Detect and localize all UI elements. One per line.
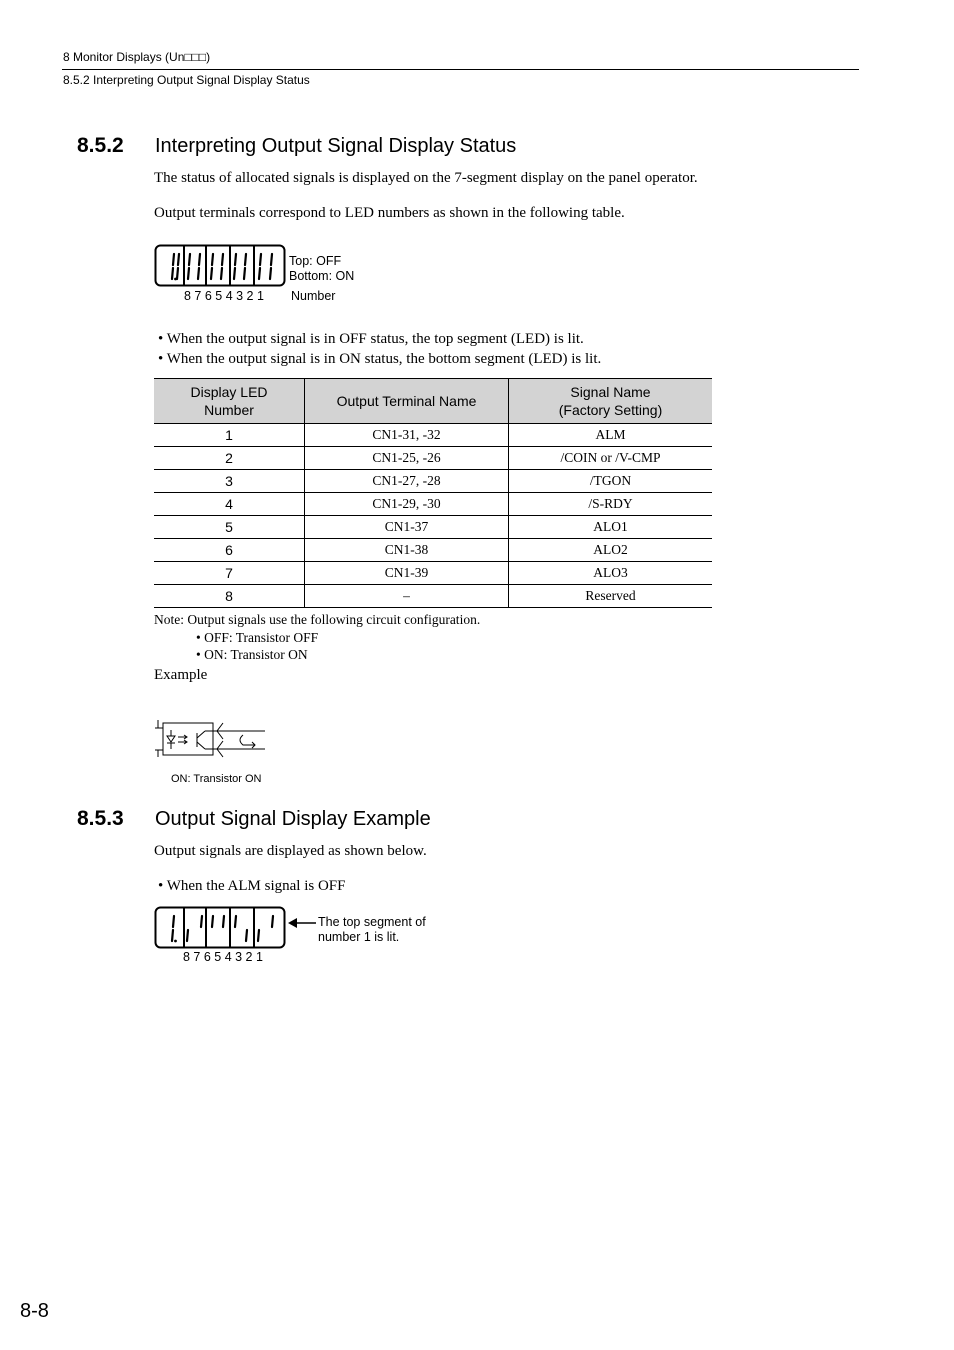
callout-text: The top segment of	[318, 915, 426, 929]
page-number: 8-8	[20, 1300, 49, 1322]
column-header-signal-name: Signal Name (Factory Setting)	[509, 379, 713, 424]
led-display-example-figure	[154, 906, 286, 950]
section-number: 8.5.3	[77, 807, 124, 830]
running-header-chapter: 8 Monitor Displays (Un□□□)	[63, 50, 211, 64]
running-header-section: 8.5.2 Interpreting Output Signal Display Status	[63, 73, 310, 87]
table-row: 5 CN1-37 ALO1	[154, 516, 712, 539]
section-title: Interpreting Output Signal Display Status	[155, 135, 517, 157]
table-row: 1 CN1-31, -32 ALM	[154, 424, 712, 447]
table-row: 4 CN1-29, -30 /S-RDY	[154, 493, 712, 516]
table-row: 7 CN1-39 ALO3	[154, 562, 712, 585]
paragraph: Output terminals correspond to LED numbers as shown in the following table.	[154, 205, 625, 221]
table-row: 8 – Reserved	[154, 585, 712, 608]
arrow-left-icon	[288, 916, 318, 930]
led-label-top: Top: OFF	[289, 254, 342, 268]
circuit-caption: ON: Transistor ON	[171, 773, 262, 785]
header-rule	[62, 69, 859, 70]
bullet-item: • When the ALM signal is OFF	[158, 878, 346, 894]
note-line: • ON: Transistor ON	[196, 647, 308, 662]
bullet-item: • When the output signal is in OFF status, the top segment (LED) is lit.	[158, 331, 584, 347]
led-display-figure	[154, 244, 286, 288]
section-heading-852	[77, 134, 516, 158]
led-digit-numbers: 8 7 6 5 4 3 2 1	[183, 950, 263, 964]
led-number-label: Number	[291, 289, 336, 303]
paragraph: Output signals are displayed as shown below.	[154, 843, 427, 859]
table-row: 6 CN1-38 ALO2	[154, 539, 712, 562]
column-header-terminal-name: Output Terminal Name	[305, 379, 509, 424]
bullet-item: • When the output signal is in ON status, the bottom segment (LED) is lit.	[158, 351, 602, 367]
note-line: • OFF: Transistor OFF	[196, 630, 319, 645]
table-header-row	[154, 379, 712, 424]
section-title: Output Signal Display Example	[155, 808, 431, 830]
section-heading-853	[77, 807, 431, 831]
placeholder-boxes: □□□	[184, 50, 207, 64]
led-label-bottom: Bottom: ON	[289, 269, 355, 283]
note-line: Note: Output signals use the following circuit configuration.	[154, 612, 481, 627]
paragraph: The status of allocated signals is displayed on the 7-segment display on the panel operator.	[154, 170, 698, 186]
column-header-led-number: Display LED Number	[154, 379, 305, 424]
signal-table	[154, 378, 712, 608]
transistor-circuit-figure	[155, 705, 270, 773]
callout-text: number 1 is lit.	[318, 930, 400, 944]
table-row: 3 CN1-27, -28 /TGON	[154, 470, 712, 493]
section-number: 8.5.2	[77, 134, 124, 157]
table-row: 2 CN1-25, -26 /COIN or /V-CMP	[154, 447, 712, 470]
led-digit-numbers: 8 7 6 5 4 3 2 1	[184, 289, 264, 303]
example-label: Example	[154, 667, 208, 683]
